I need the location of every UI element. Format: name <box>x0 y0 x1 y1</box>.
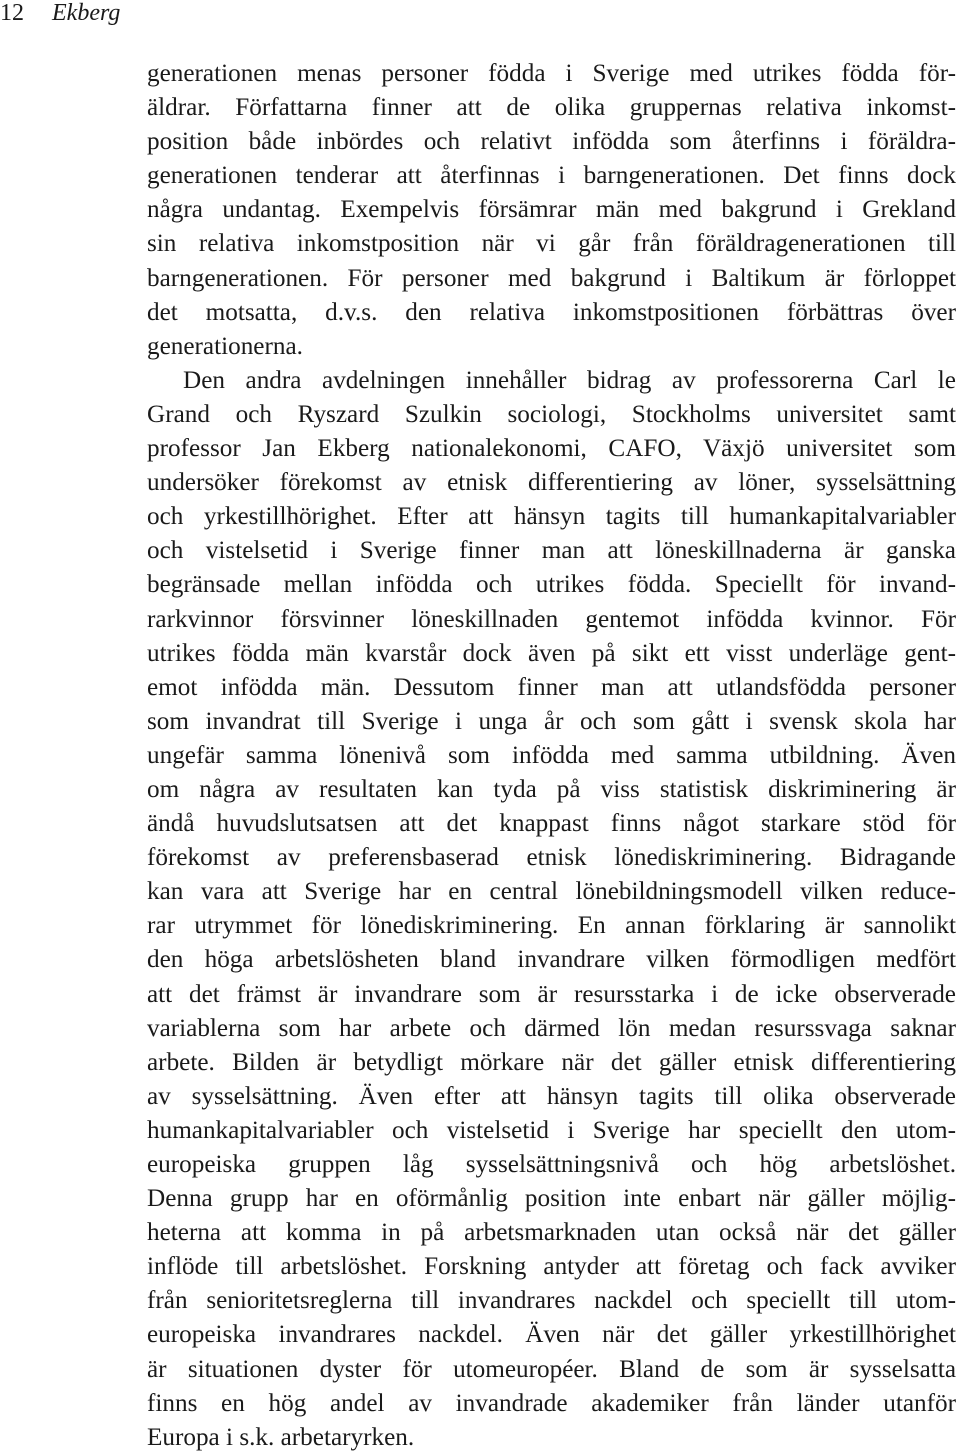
text-line: europeiska invandrares nackdel. Även när det gäller yrkestillhörighet <box>147 1321 956 1349</box>
text-line: Europa i s.k. arbetaryrken. <box>147 1423 415 1451</box>
text-line: emot infödda män. Dessutom finner man att utlandsfödda personer <box>147 673 956 701</box>
paragraph-2 <box>147 364 956 1455</box>
text-line: och yrkestillhörighet. Efter att hänsyn tagits till humankapitalvariabler <box>147 503 956 531</box>
text-line: förekomst av preferensbaserad etnisk lönediskriminering. Bidragande <box>147 844 956 872</box>
text-line: Den andra avdelningen innehåller bidrag av professorerna Carl le <box>183 366 956 394</box>
text-line: finns en hög andel av invandrade akademiker från länder utanför <box>147 1389 956 1417</box>
text-line: variablerna som har arbete och därmed lön medan resurssvaga saknar <box>147 1014 956 1042</box>
text-line: barngenerationen. För personer med bakgrund i Baltikum är förloppet <box>147 264 956 292</box>
text-line: kan vara att Sverige har en central lönebildningsmodell vilken reduce- <box>147 878 956 906</box>
text-line: humankapitalvariabler och vistelsetid i Sverige har speciellt den utom- <box>147 1116 956 1144</box>
text-line: generationen tenderar att återfinnas i barngenerationen. Det finns dock <box>147 162 956 190</box>
text-line: rar utrymmet för lönediskriminering. En annan förklaring är sannolikt <box>147 912 956 940</box>
text-line: begränsade mellan infödda och utrikes födda. Speciellt för invand- <box>147 571 956 599</box>
page-number: 12 <box>0 0 24 26</box>
text-line: ändå huvudslutsatsen att det knappast finns något starkare stöd för <box>147 810 956 838</box>
text-line: av sysselsättning. Även efter att hänsyn tagits till olika observerade <box>147 1082 956 1110</box>
running-title: Ekberg <box>52 0 121 26</box>
text-line: äldrar. Författarna finner att de olika gruppernas relativa inkomst- <box>147 94 956 122</box>
text-line: undersöker förekomst av etnisk differentiering av löner, sysselsättning <box>147 469 956 497</box>
text-line: professor Jan Ekberg nationalekonomi, CAFO, Växjö universitet som <box>147 435 956 463</box>
running-head <box>0 0 120 30</box>
text-line: utrikes födda män kvarstår dock även på sikt ett visst underläge gent- <box>147 639 956 667</box>
paragraph-1 <box>147 57 956 364</box>
text-line: den höga arbetslösheten bland invandrare vilken förmodligen medfört <box>147 946 956 974</box>
text-line: arbete. Bilden är betydligt mörkare när det gäller etnisk differentiering <box>147 1048 956 1076</box>
body-text <box>147 57 956 1455</box>
text-line: är situationen dyster för utomeuropéer. Bland de som är sysselsatta <box>147 1355 956 1383</box>
text-line: generationen menas personer födda i Sverige med utrikes födda för- <box>147 60 956 87</box>
text-line: ungefär samma lönenivå som infödda med samma utbildning. Även <box>147 741 956 769</box>
text-line: från senioritetsreglerna till invandrares nackdel och speciellt till utom- <box>147 1287 956 1315</box>
text-line: heterna att komma in på arbetsmarknaden utan också när det gäller <box>147 1219 956 1247</box>
text-line: som invandrat till Sverige i unga år och som gått i svensk skola har <box>147 707 956 735</box>
text-line: att det främst är invandrare som är resursstarka i de icke observerade <box>147 980 956 1008</box>
text-line: Grand och Ryszard Szulkin sociologi, Stockholms universitet samt <box>147 400 956 428</box>
text-line: det motsatta, d.v.s. den relativa inkomstpositionen förbättras över <box>147 298 956 326</box>
text-line: om några av resultaten kan tyda på viss statistisk diskriminering är <box>147 775 956 803</box>
text-line: inflöde till arbetslöshet. Forskning antyder att företag och fack avviker <box>147 1253 956 1281</box>
text-line: några undantag. Exempelvis försämrar män med bakgrund i Grekland <box>147 196 956 224</box>
text-line: position både inbördes och relativt infödda som återfinns i föräldra- <box>147 128 956 156</box>
text-line: europeiska gruppen låg sysselsättningsnivå och hög arbetslöshet. <box>147 1151 956 1178</box>
text-line: och vistelsetid i Sverige finner man att löneskillnaderna är ganska <box>147 537 956 565</box>
text-line: Denna grupp har en oförmånlig position inte enbart när gäller möjlig- <box>147 1185 956 1213</box>
text-line: sin relativa inkomstposition när vi går från föräldragenerationen till <box>147 230 956 258</box>
text-line: rarkvinnor försvinner löneskillnaden gentemot infödda kvinnor. För <box>147 605 956 633</box>
text-line: generationerna. <box>147 332 303 360</box>
